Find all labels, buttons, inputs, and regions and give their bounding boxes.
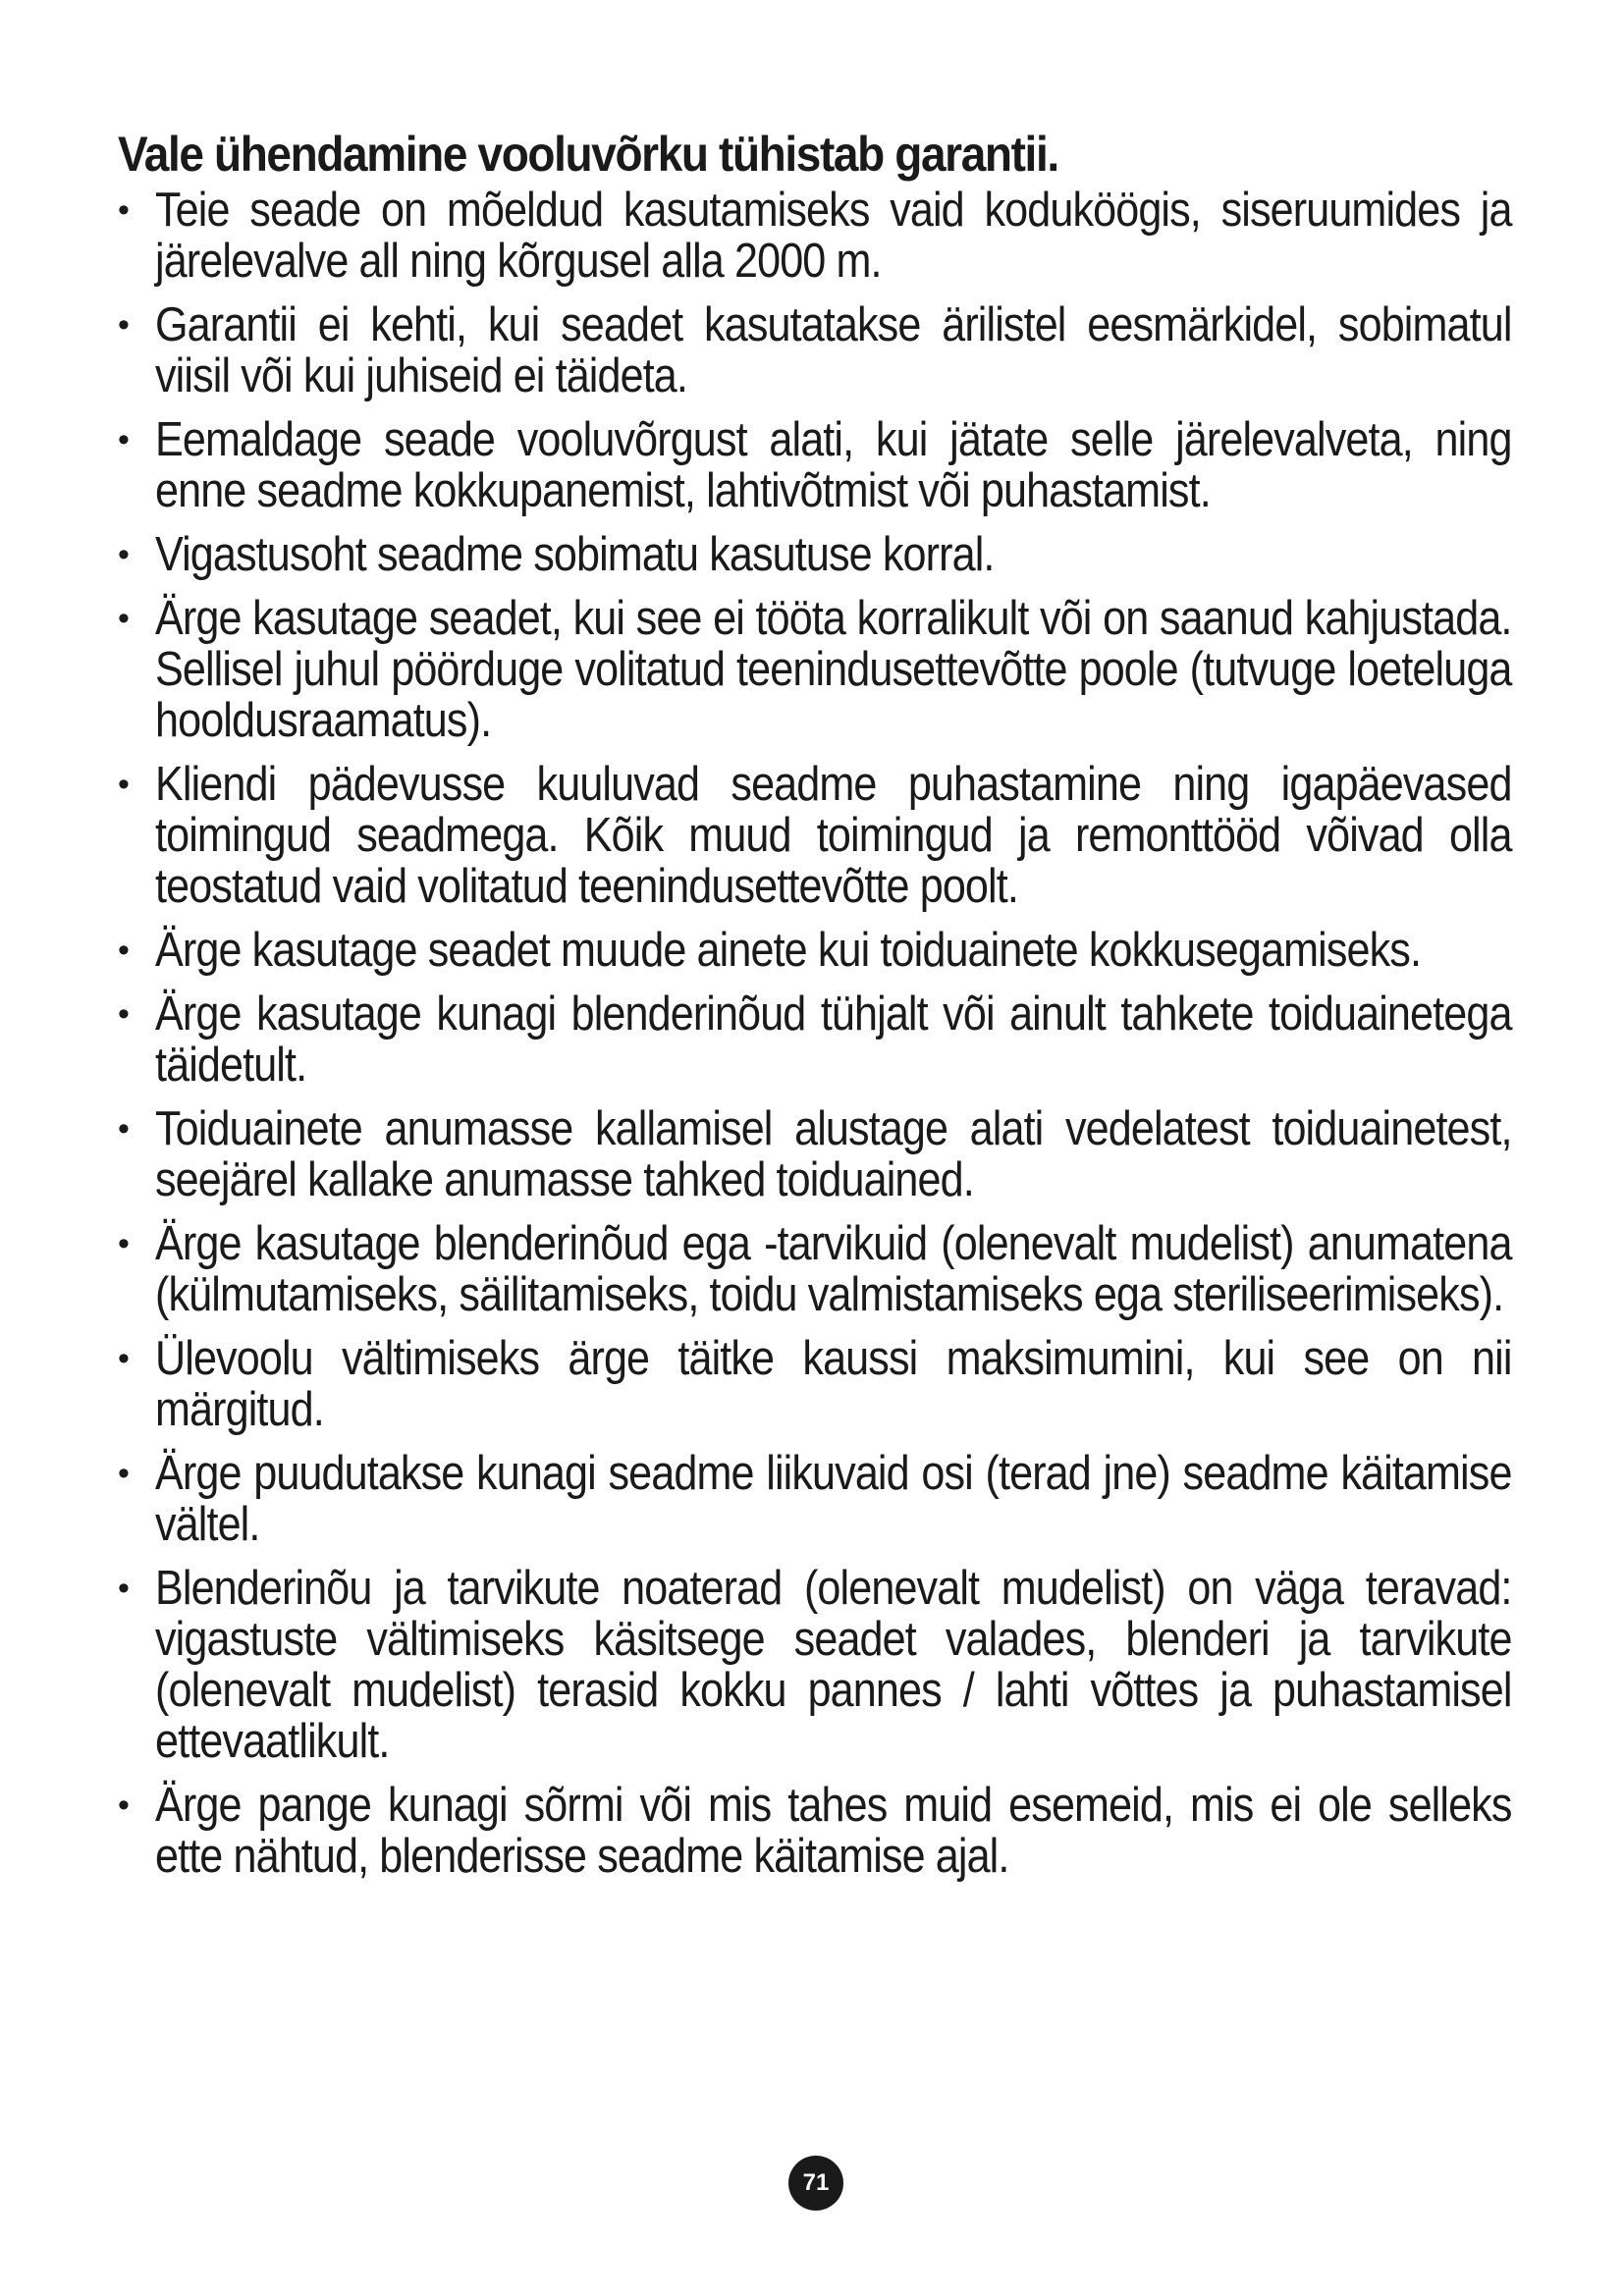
list-item [118, 925, 1512, 976]
list-item [118, 1780, 1512, 1882]
list-item-text: Garantii ei kehti, kui seadet kasutatakse ärilistel eesmärkidel, sobimatul viisil või kui juhiseid ei täideta. [155, 298, 1512, 402]
page-number-badge: 71 [788, 2156, 843, 2211]
list-item [118, 593, 1512, 746]
bullet-icon: • [118, 1570, 129, 1607]
list-item-text: Ärge kasutage seadet, kui see ei tööta korralikult või on saanud kahjustada. Sellisel juhul pöörduge volitatud teenindusettevõtte poole (tutvuge loeteluga hooldusraamatus). [155, 592, 1512, 747]
bullet-icon: • [118, 536, 129, 573]
bullet-icon: • [118, 1340, 129, 1377]
warning-heading: Vale ühendamine vooluvõrku tühistab garantii. [118, 127, 1058, 182]
list-item-text: Teie seade on mõeldud kasutamiseks vaid koduköögis, siseruumides ja järelevalve all ning kõrgusel alla 2000 m. [155, 184, 1512, 288]
list-item [118, 1218, 1512, 1320]
list-item [118, 988, 1512, 1091]
list-item-text: Toiduainete anumasse kallamisel alustage alati vedelatest toiduainetest, seejärel kallake anumasse tahked toiduained. [155, 1102, 1512, 1206]
bullet-icon: • [118, 1455, 129, 1492]
list-item-text: Ärge kasutage seadet muude ainete kui toiduainete kokkusegamiseks. [155, 924, 1422, 977]
bullet-icon: • [118, 1110, 129, 1148]
list-item-text: Ärge kasutage kunagi blenderinõud tühjalt või ainult tahkete toiduainetega täidetult. [155, 988, 1512, 1092]
bullet-icon: • [118, 421, 129, 458]
list-item [118, 529, 1512, 580]
list-item [118, 1563, 1512, 1767]
list-item-text: Eemaldage seade vooluvõrgust alati, kui jätate selle järelevalveta, ning enne seadme kokkupanemist, lahtivõtmist või puhastamist. [155, 413, 1512, 517]
page-content [118, 126, 1512, 1895]
list-item [118, 185, 1512, 287]
list-item [118, 299, 1512, 401]
list-item-text: Ülevoolu vältimiseks ärge täitke kaussi maksimumini, kui see on nii märgitud. [155, 1332, 1512, 1436]
bullet-icon: • [118, 766, 129, 803]
bullet-icon: • [118, 995, 129, 1033]
bullet-icon: • [118, 306, 129, 344]
list-item [118, 414, 1512, 516]
list-item [118, 1448, 1512, 1550]
list-item [118, 759, 1512, 912]
safety-instructions-list [118, 185, 1512, 1882]
bullet-icon: • [118, 932, 129, 969]
list-item [118, 1333, 1512, 1435]
bullet-icon: • [118, 191, 129, 229]
list-item-text: Vigastusoht seadme sobimatu kasutuse korral. [155, 528, 995, 581]
list-item-text: Ärge kasutage blenderinõud ega -tarvikuid (olenevalt mudelist) anumatena (külmutamiseks, säilitamiseks, toidu valmistamiseks ega steriliseerimiseks). [155, 1217, 1512, 1321]
list-item-text: Ärge puudutakse kunagi seadme liikuvaid osi (terad jne) seadme käitamise vältel. [155, 1447, 1512, 1551]
bullet-icon: • [118, 1787, 129, 1824]
bullet-icon: • [118, 1225, 129, 1262]
bullet-icon: • [118, 600, 129, 637]
list-item-text: Blenderinõu ja tarvikute noaterad (olenevalt mudelist) on väga teravad: vigastuste vältimiseks käsitsege seadet valades, blenderi ja tarvikute (olenevalt mudelist) terasid kokku pannes / lahti võttes ja puhastamisel ettevaatlikult. [155, 1562, 1512, 1768]
list-item-text: Ärge pange kunagi sõrmi või mis tahes muid esemeid, mis ei ole selleks ette nähtud, blenderisse seadme käitamise ajal. [155, 1779, 1512, 1883]
list-item [118, 1103, 1512, 1205]
list-item-text: Kliendi pädevusse kuuluvad seadme puhastamine ning igapäevased toimingud seadmega. Kõik muud toimingud ja remonttööd võivad olla teostatud vaid volitatud teenindusettevõtte poolt. [155, 758, 1512, 913]
